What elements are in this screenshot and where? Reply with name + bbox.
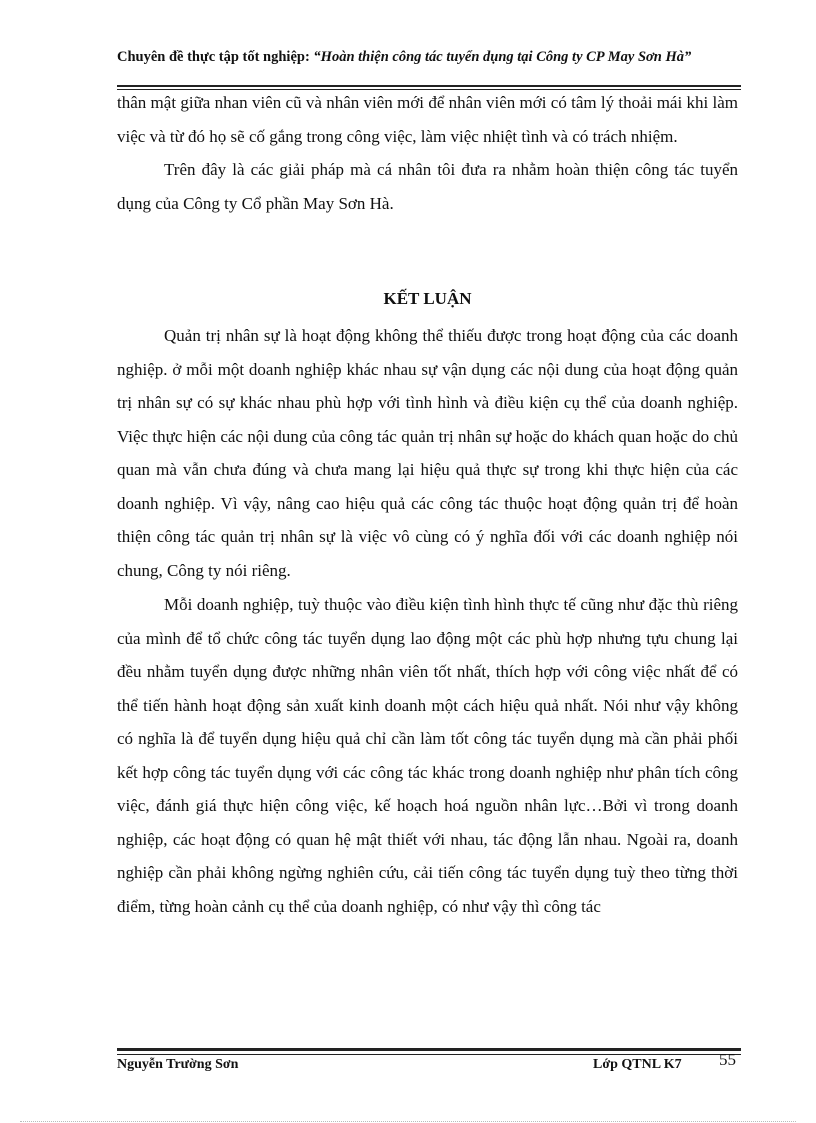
footer-author: Nguyễn Trường Sơn [117, 1057, 239, 1072]
body-main [117, 319, 738, 923]
body-top [117, 86, 738, 220]
page-number: 55 [719, 1050, 736, 1069]
section-heading: KẾT LUẬN [383, 289, 472, 308]
footer-class: Lớp QTNL K7 [593, 1057, 682, 1072]
header-prefix: Chuyên đề thực tập tốt nghiệp: [117, 49, 314, 65]
paragraph-summary: Trên đây là các giải pháp mà cá nhân tôi đưa ra nhằm hoàn thiện công tác tuyển dụng của Công ty Cổ phần May Sơn Hà. [117, 160, 738, 213]
paragraph-conclusion-1: Quản trị nhân sự là hoạt động không thể thiếu được trong hoạt động của các doanh nghiệp. ở mỗi một doanh nghiệp khác nhau sự vận dụng các nội dung của hoạt động quản trị nhân sự có sự khác nhau phù hợp với tình hình và điều kiện cụ thể của doanh nghiệp. Việc thực hiện các nội dung của công tác quản trị nhân sự hoặc do khách quan hoặc do chủ quan mà vẫn chưa đúng và chưa mang lại hiệu quả thực sự trong khi thực hiện của các doanh nghiệp. Vì vậy, nâng cao hiệu quả các công tác thuộc hoạt động quản trị để hoàn thiện công tác quản trị nhân sự là việc vô cùng có ý nghĩa đối với các doanh nghiệp nói chung, Công ty nói riêng. [117, 326, 738, 580]
footer-rule [117, 1048, 741, 1055]
paragraph-continuation: thân mật giữa nhan viên cũ và nhân viên mới để nhân viên mới có tâm lý thoải mái khi làm việc và từ đó họ sẽ cố gắng trong công việc, làm việc nhiệt tình và có trách nhiệm. [117, 93, 738, 146]
paragraph-conclusion-2: Mỗi doanh nghiệp, tuỳ thuộc vào điều kiện tình hình thực tế cũng như đặc thù riêng của mình để tổ chức công tác tuyển dụng lao động một các phù hợp nhưng tựu chung lại đều nhằm tuyển dụng được những nhân viên tốt nhất, thích hợp với công việc nhất để có thể tiến hành hoạt động sản xuất kinh doanh một cách hiệu quả nhất. Nói như vậy không có nghĩa là để tuyển dụng hiệu quả chỉ cần làm tốt công tác tuyển dụng mà cần phải phối kết hợp công tác tuyển dụng với các công tác khác trong doanh nghiệp như phân tích công việc, đánh giá thực hiện công việc, kế hoạch hoá nguồn nhân lực…Bởi vì trong doanh nghiệp, các hoạt động có quan hệ mật thiết với nhau, tác động lẫn nhau. Ngoài ra, doanh nghiệp cần phải không ngừng nghiên cứu, cải tiến công tác tuyển dụng tuỳ theo từng thời điểm, từng hoàn cảnh cụ thể của doanh nghiệp, có như vậy thì công tác [117, 595, 738, 916]
header-title: “Hoàn thiện công tác tuyển dụng tại Công ty CP May Sơn Hà” [313, 49, 692, 65]
page-bottom-border [20, 1121, 796, 1122]
page-header [117, 49, 742, 65]
